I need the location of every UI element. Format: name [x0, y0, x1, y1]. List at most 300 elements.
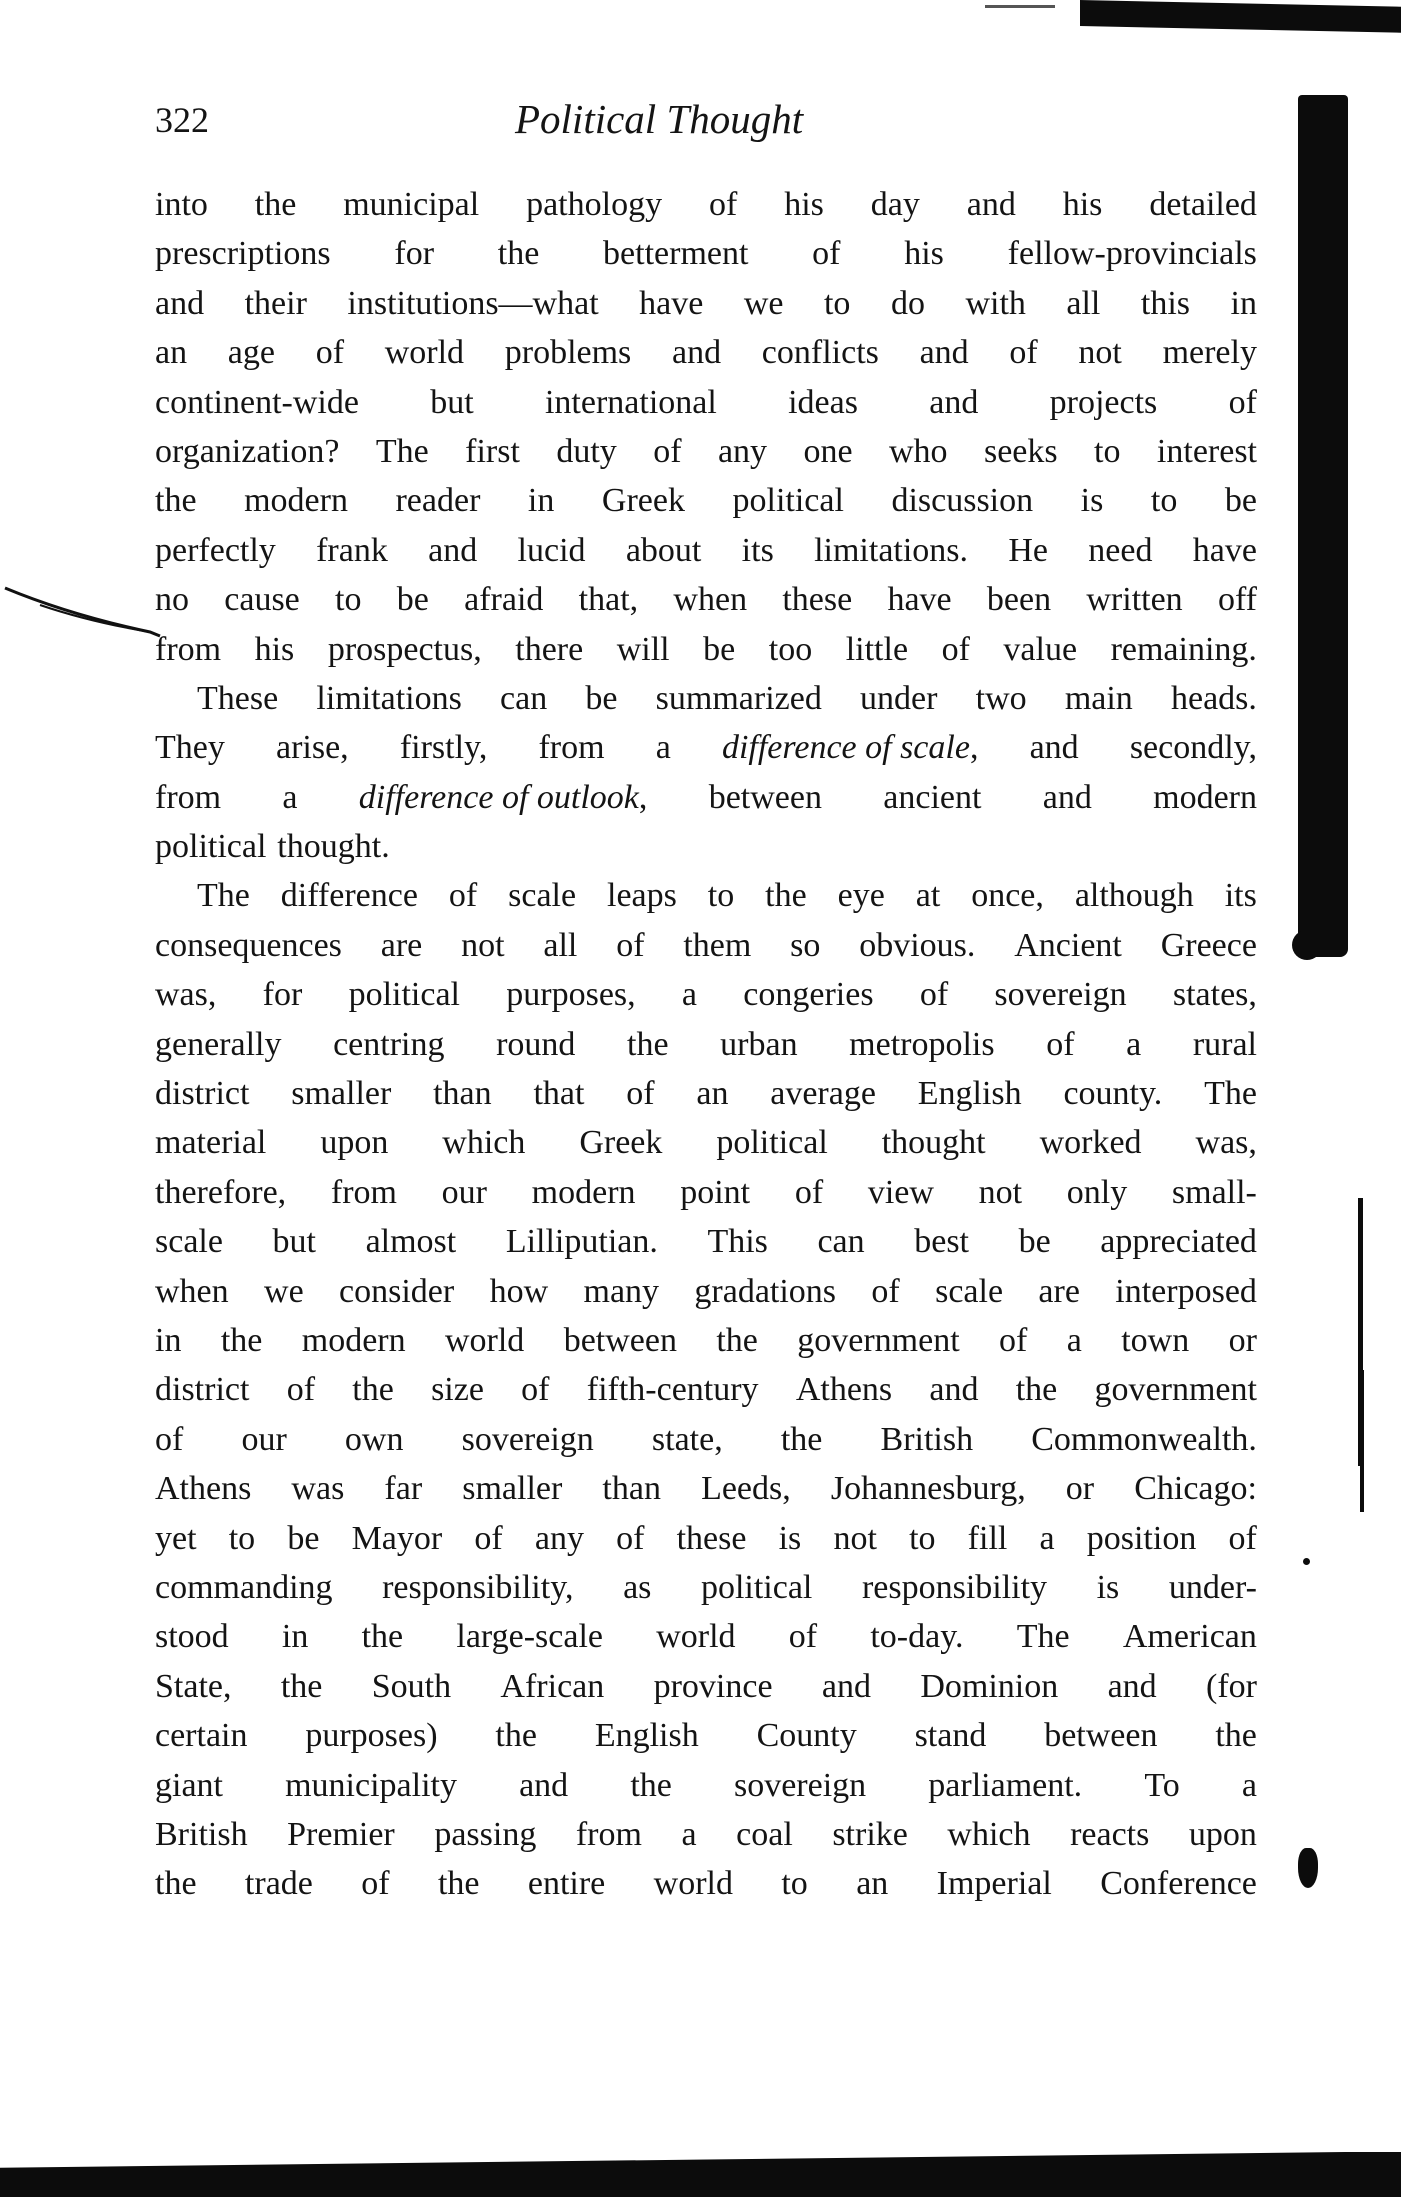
word [462, 1464, 562, 1513]
word-part: there [515, 630, 584, 668]
word [1189, 1810, 1257, 1859]
word-part: difference [280, 877, 418, 915]
word-part: of [1228, 383, 1257, 421]
word-part: of [448, 877, 478, 915]
word-part: modern [244, 482, 348, 520]
word [155, 1711, 248, 1760]
word-part: upon [1188, 1815, 1257, 1853]
word-part: to [707, 877, 735, 915]
word-part: sovereign [461, 1420, 594, 1458]
word [744, 279, 784, 328]
word-part: all [543, 926, 578, 964]
word-part: modern [301, 1321, 406, 1359]
word [1172, 1168, 1257, 1217]
word-part: responsibility [861, 1568, 1048, 1606]
page-number: 322 [155, 100, 209, 140]
word-part: municipality [285, 1766, 457, 1804]
word-part: from [538, 729, 605, 767]
word [623, 1563, 651, 1612]
word [701, 1464, 791, 1513]
word-part: obvious. [859, 926, 976, 964]
word [918, 1069, 1022, 1118]
word [282, 773, 297, 822]
word-part: the [361, 1618, 404, 1656]
word-part: of [1009, 334, 1038, 372]
word-part: of [155, 1420, 184, 1458]
word-part: its [1224, 877, 1257, 915]
word [709, 773, 822, 822]
word [1130, 723, 1257, 772]
word [757, 1711, 857, 1760]
word-part: which [442, 1124, 526, 1162]
word [1157, 427, 1257, 476]
italic-phrase: difference of scale [721, 729, 970, 767]
scan-mark-blot [1298, 1848, 1318, 1888]
word-part: as [623, 1568, 652, 1606]
word-part: been [986, 581, 1052, 619]
text-line [155, 526, 1257, 575]
word-part: consider [339, 1272, 455, 1310]
word [291, 1464, 344, 1513]
word [564, 1316, 677, 1365]
word-part: international [544, 383, 717, 421]
word-part: and [519, 1766, 569, 1804]
word-part: The [1204, 1075, 1257, 1113]
word-part: of [794, 1173, 824, 1211]
word [743, 970, 873, 1019]
word-part: and [672, 334, 722, 372]
word [789, 1612, 817, 1661]
word [431, 1365, 484, 1414]
word-part: the [155, 1865, 197, 1903]
word-part: point [680, 1173, 751, 1211]
word [656, 723, 671, 772]
word-part: can [500, 679, 548, 717]
word [316, 526, 388, 575]
word-part: metropolis [849, 1025, 995, 1063]
word-part: states, [1172, 976, 1257, 1014]
word [244, 476, 348, 525]
word [703, 625, 735, 674]
word [915, 1711, 987, 1760]
text-line [155, 1711, 1257, 1760]
word [965, 279, 1025, 328]
word [155, 625, 221, 674]
word-part: of [941, 630, 970, 668]
word [245, 1859, 313, 1908]
word-part: the [352, 1371, 394, 1409]
word [1016, 1365, 1058, 1414]
word [1043, 773, 1092, 822]
text-line [155, 328, 1257, 377]
word-part: commanding [155, 1568, 333, 1606]
word [305, 1711, 437, 1760]
word [263, 970, 303, 1019]
word-part: can [817, 1223, 865, 1261]
word-part: arise, [276, 729, 349, 767]
word [281, 1662, 323, 1711]
word [1087, 1514, 1197, 1563]
word [245, 279, 307, 328]
word-part: of [871, 1272, 900, 1310]
word [1097, 1563, 1120, 1612]
word-part: a [282, 778, 298, 816]
word [228, 328, 275, 377]
word-part: a [1241, 1766, 1257, 1804]
word-part: which [947, 1815, 1031, 1853]
word-part: firstly, [399, 729, 488, 767]
word [433, 1069, 492, 1118]
word [316, 328, 344, 377]
word-part: County [756, 1717, 857, 1755]
word-part: about [625, 531, 702, 569]
text-line [155, 1761, 1257, 1810]
word-part: world [384, 334, 465, 372]
word [630, 1761, 672, 1810]
word-part: He [1008, 531, 1048, 569]
word [831, 1464, 1026, 1513]
word [382, 1563, 573, 1612]
word-part: position [1086, 1519, 1197, 1557]
word-part: certain [155, 1717, 248, 1755]
word [929, 1365, 978, 1414]
word [1050, 378, 1158, 427]
word-part: a [1066, 1321, 1082, 1359]
text-line [155, 822, 1257, 871]
word [521, 1365, 549, 1414]
word [1111, 625, 1257, 674]
word-part: British [155, 1815, 248, 1853]
word [255, 180, 297, 229]
word-part: of [361, 1865, 390, 1903]
word-part: State, [155, 1667, 232, 1705]
word [333, 1020, 444, 1069]
word-part: from [155, 778, 222, 816]
word [221, 1316, 263, 1365]
word [500, 1662, 604, 1711]
word [385, 328, 464, 377]
word [881, 1415, 974, 1464]
word [395, 476, 480, 525]
word-part: have [887, 581, 952, 619]
word-part: written [1086, 581, 1183, 619]
word [155, 180, 208, 229]
word-part: in [1230, 284, 1257, 322]
word-part: of [653, 432, 682, 470]
word [155, 1168, 286, 1217]
word-part: average [770, 1075, 876, 1113]
text-line [155, 773, 1257, 822]
word-part: round [496, 1025, 576, 1063]
word-part: summarized [655, 679, 822, 717]
word [920, 970, 948, 1019]
word [1067, 1316, 1082, 1365]
word [602, 1464, 661, 1513]
word-part: the [220, 1321, 263, 1359]
word-part: not [833, 1519, 877, 1557]
word [904, 229, 944, 278]
word [882, 1118, 986, 1167]
word-part: Mayor [351, 1519, 443, 1557]
word-part: under- [1168, 1568, 1257, 1606]
word [576, 1810, 642, 1859]
word-part: giant [155, 1766, 223, 1804]
word-part: town [1121, 1321, 1190, 1359]
word-part: its [741, 531, 774, 569]
word [708, 871, 734, 920]
word-part: in [527, 482, 555, 520]
word [287, 1365, 315, 1414]
word [1123, 1612, 1257, 1661]
word-part: lucid [517, 531, 586, 569]
word [942, 625, 970, 674]
word [155, 1267, 229, 1316]
word [1229, 1316, 1257, 1365]
word-part: entire [527, 1865, 606, 1903]
word-part: and [1042, 778, 1092, 816]
word [155, 229, 331, 278]
word [155, 1612, 229, 1661]
word-part: smaller [462, 1470, 563, 1508]
word-part: the [627, 1025, 669, 1063]
word-part: age [227, 334, 275, 372]
word [155, 1859, 197, 1908]
word [1218, 575, 1257, 624]
word-part: duty [556, 432, 617, 470]
word [496, 1020, 575, 1069]
word [1086, 575, 1182, 624]
word [617, 625, 670, 674]
word [769, 625, 812, 674]
word [1081, 476, 1104, 525]
word [920, 328, 969, 377]
text-line [155, 1168, 1257, 1217]
word-part: or [1228, 1321, 1257, 1359]
word [1046, 1020, 1074, 1069]
word [456, 1612, 603, 1661]
word [224, 575, 300, 624]
text-line [155, 1020, 1257, 1069]
word [887, 575, 951, 624]
word [1040, 1514, 1055, 1563]
word-part: the [254, 186, 297, 223]
word [1063, 1069, 1162, 1118]
word-part: the [497, 235, 540, 273]
scan-border-bottom [0, 2152, 1401, 2197]
word-part: , [638, 778, 648, 816]
word [683, 921, 751, 970]
word [1153, 773, 1257, 822]
word [779, 1514, 802, 1563]
word [585, 674, 617, 723]
body-text [155, 180, 1257, 1909]
word-part: so [790, 926, 821, 964]
word-part: Premier [287, 1815, 395, 1853]
word-part: The [1016, 1618, 1070, 1656]
word-part: the [495, 1717, 537, 1755]
word [696, 1069, 728, 1118]
word [1038, 1267, 1080, 1316]
word [1228, 1514, 1256, 1563]
text-line [155, 427, 1257, 476]
word [999, 1316, 1027, 1365]
word-part: This [707, 1223, 768, 1261]
word-part: are [1038, 1272, 1080, 1310]
word [155, 921, 342, 970]
word [155, 723, 225, 772]
word [155, 575, 189, 624]
word-part: any [717, 432, 768, 470]
word-part: These [197, 679, 279, 717]
word-part: almost [365, 1223, 457, 1261]
word-part: world [653, 1865, 733, 1903]
word [916, 871, 941, 920]
word [734, 1761, 866, 1810]
scan-border-right-notch [1292, 930, 1322, 960]
word-part: far [384, 1470, 423, 1508]
word [1019, 1217, 1051, 1266]
word-part: The [375, 432, 429, 470]
word [1088, 526, 1152, 575]
word-part: off [1217, 581, 1257, 619]
word [155, 1761, 223, 1810]
word [871, 180, 920, 229]
word [627, 1020, 669, 1069]
word-part: of [708, 186, 738, 223]
word-part: political [700, 1568, 813, 1606]
word-part: South [371, 1667, 452, 1705]
word-part: view [867, 1173, 934, 1211]
word-part: scale [155, 1223, 223, 1261]
word-part: main [1064, 679, 1133, 717]
word-part: conflicts [761, 334, 879, 372]
word [339, 1267, 454, 1316]
word-part: ideas [788, 383, 858, 421]
word [784, 180, 824, 229]
word-part: be [703, 630, 736, 668]
word-part: strike [832, 1815, 908, 1853]
word-part: (for [1206, 1667, 1257, 1705]
word-part: heads. [1171, 679, 1257, 717]
word [626, 1069, 654, 1118]
word [155, 328, 187, 377]
word [352, 1365, 394, 1414]
word [372, 1662, 451, 1711]
word-part: the [780, 1420, 823, 1458]
word [528, 1859, 605, 1908]
word [868, 1168, 934, 1217]
word-part: do [890, 284, 925, 322]
word [909, 1514, 935, 1563]
word-part: Athens [795, 1371, 893, 1409]
text-line [155, 1810, 1257, 1859]
word-part: in [281, 1618, 309, 1656]
word [709, 180, 737, 229]
word-part: of [1228, 1519, 1257, 1557]
word [984, 427, 1058, 476]
word [287, 1514, 319, 1563]
word-part: are [380, 926, 423, 964]
word [1169, 1563, 1257, 1612]
word [1193, 1020, 1257, 1069]
word-part: reader [395, 482, 481, 520]
word-part: world [656, 1618, 736, 1656]
word [241, 1415, 286, 1464]
word-part: a [1126, 1025, 1142, 1063]
word-part: African [500, 1667, 605, 1705]
word [445, 1316, 524, 1365]
word [1108, 1662, 1157, 1711]
word [682, 970, 697, 1019]
word-part: municipal [343, 186, 480, 223]
word [579, 575, 638, 624]
word-part: with [965, 284, 1026, 322]
word-part: and [428, 531, 478, 569]
word [276, 723, 349, 772]
word [1231, 279, 1257, 328]
word [822, 1662, 871, 1711]
word-part: little [845, 630, 909, 668]
word-part: merely [1162, 334, 1257, 372]
word-part: of [286, 1371, 316, 1409]
word-part: scale [935, 1272, 1004, 1310]
word-part: to [1094, 432, 1121, 470]
word [883, 773, 981, 822]
word-part: sovereign [733, 1766, 867, 1804]
word [461, 921, 504, 970]
italic-phrase: difference of outlook [358, 778, 639, 816]
word [587, 1365, 759, 1414]
word-part: Dominion [920, 1667, 1059, 1705]
word-part: the [1015, 1371, 1058, 1409]
word-part: gradations [694, 1272, 837, 1310]
word [1067, 1168, 1127, 1217]
word [155, 526, 276, 575]
word [849, 1020, 994, 1069]
text-line [155, 1612, 1257, 1661]
word-part: modern [1153, 778, 1257, 816]
word-part: consequences [155, 926, 342, 964]
word-part: into [155, 186, 208, 223]
word [519, 1761, 568, 1810]
word [506, 970, 635, 1019]
word-part: therefore, [155, 1173, 287, 1211]
word [795, 1168, 823, 1217]
word-part: modern [531, 1173, 636, 1211]
word [817, 1217, 864, 1266]
word-part: institutions—what [347, 284, 599, 322]
word-part: and [966, 186, 1016, 223]
word [1017, 1612, 1070, 1661]
word-part: perfectly [155, 531, 276, 569]
word [889, 427, 948, 476]
word-part: Greek [579, 1124, 663, 1162]
word-part: two [975, 679, 1027, 717]
word [1225, 871, 1257, 920]
word [229, 1514, 255, 1563]
word-part: his [904, 235, 944, 273]
word-part: interposed [1115, 1272, 1257, 1310]
word-part: be [396, 581, 429, 619]
word [508, 871, 576, 920]
word [770, 1069, 876, 1118]
word-part: interest [1156, 432, 1257, 470]
word-part: but [430, 383, 474, 421]
word [722, 723, 978, 772]
text-line [155, 1662, 1257, 1711]
word [860, 674, 937, 723]
word [533, 1069, 584, 1118]
